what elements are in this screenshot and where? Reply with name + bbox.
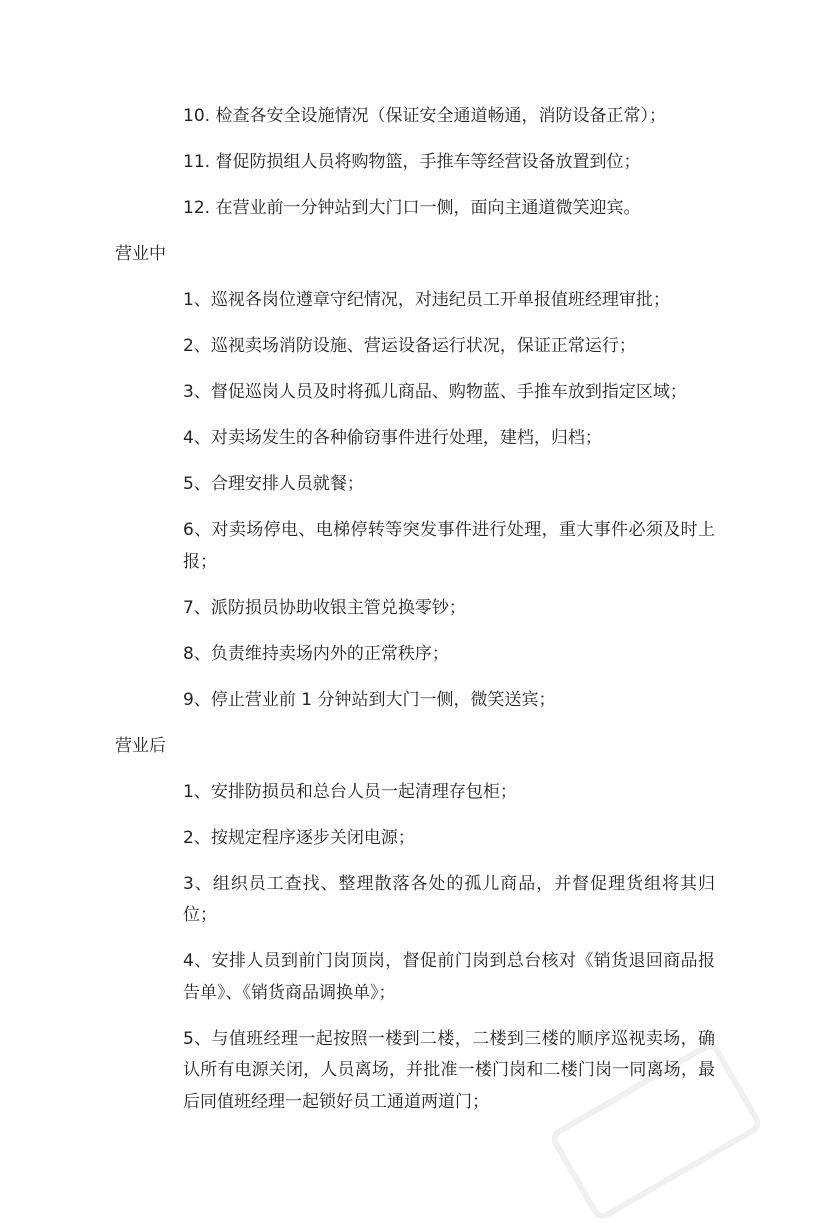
- list-item: 5、合理安排人员就餐；: [183, 474, 364, 494]
- list-item: 12. 在营业前一分钟站到大门口一侧，面向主通道微笑迎宾。: [183, 198, 641, 218]
- section-heading-after: 营业后: [115, 735, 166, 756]
- list-item: 11. 督促防损组人员将购物篮，手推车等经营设备放置到位；: [183, 152, 641, 172]
- section-heading-during: 营业中: [115, 244, 166, 264]
- list-item: 9、停止营业前 1 分钟站到大门一侧，微笑送宾；: [183, 689, 556, 710]
- list-item: 10. 检查各安全设施情况（保证安全通道畅通，消防设备正常）；: [183, 106, 666, 126]
- list-item: 3、督促巡岗人员及时将孤儿商品、购物蓝、手推车放到指定区域；: [183, 382, 687, 402]
- list-item: 8、负责维持卖场内外的正常秩序；: [183, 643, 449, 664]
- list-item: 2、巡视卖场消防设施、营运设备运行状况，保证正常运行；: [183, 336, 636, 356]
- list-item: 4、安排人员到前门岗顶岗，督促前门岗到总台核对《销货退回商品报告单》、《销货商品调换单》；: [183, 951, 715, 1003]
- list-item: 3、组织员工查找、整理散落各处的孤儿商品，并督促理货组将其归位；: [183, 873, 715, 925]
- document-page: [0, 101, 830, 1133]
- list-item: 4、对卖场发生的各种偷窃事件进行处理，建档，归档；: [183, 428, 602, 448]
- list-item: 1、安排防损员和总台人员一起清理存包柜；: [183, 781, 517, 802]
- list-item: 2、按规定程序逐步关闭电源；: [183, 827, 415, 848]
- list-item: 7、派防损员协助收银主管兑换零钞；: [183, 597, 466, 618]
- list-item: 5、与值班经理一起按照一楼到二楼，二楼到三楼的顺序巡视卖场，确认所有电源关闭，人员离场，并批准一楼门岗和二楼门岗一同离场，最后同值班经理一起锁好员工通道两道门；: [183, 1028, 715, 1112]
- list-item: 6、对卖场停电、电梯停转等突发事件进行处理，重大事件必须及时上报；: [183, 520, 715, 572]
- list-item: 1、巡视各岗位遵章守纪情况，对违纪员工开单报值班经理审批；: [183, 290, 670, 310]
